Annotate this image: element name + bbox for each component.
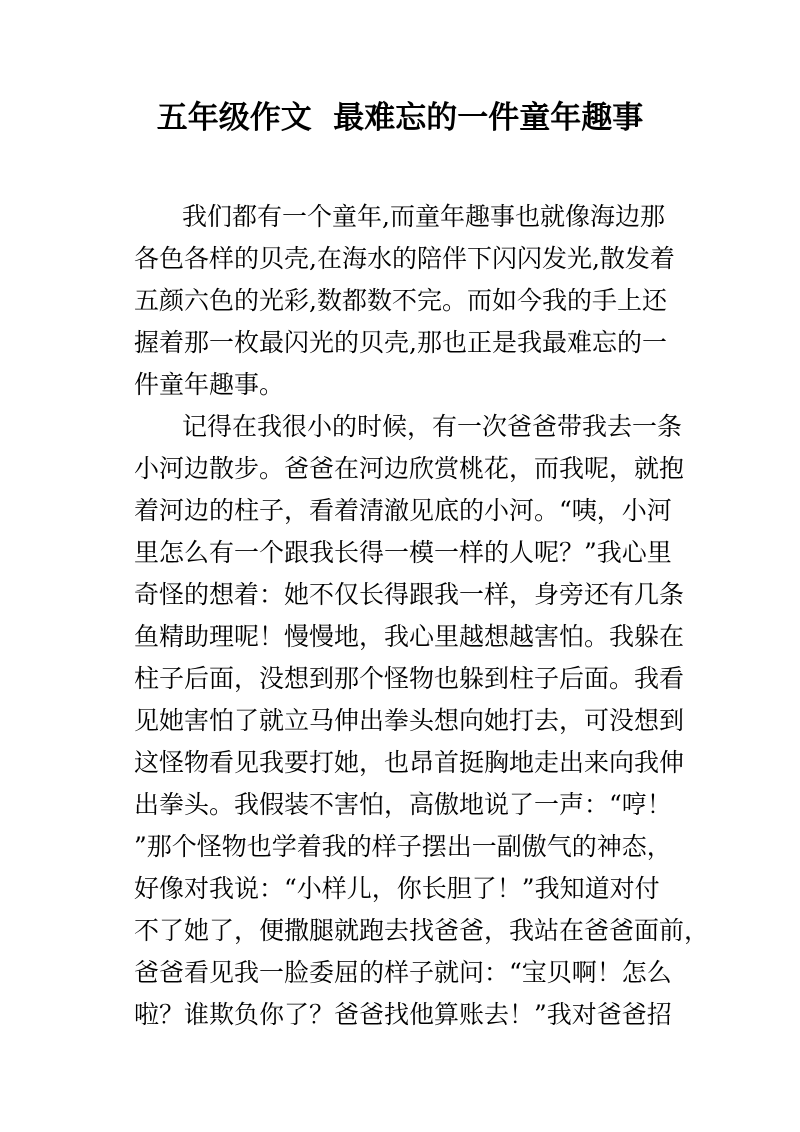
paragraph-1-line-2: 各色各样的贝壳,在海水的陪伴下闪闪发光,散发着 (134, 244, 675, 273)
paragraph-2-line-6: 鱼精助理呢！慢慢地，我心里越想越害怕。我躲在 (134, 622, 685, 651)
paragraph-2-line-10: 出拳头。我假装不害怕，高傲地说了一声：“哼！ (134, 790, 672, 819)
paragraph-1-line-3: 五颜六色的光彩,数都数不完。而如今我的手上还 (134, 286, 667, 315)
paragraph-1-line-4: 握着那一枚最闪光的贝壳,那也正是我最难忘的一 (134, 328, 667, 357)
paragraph-1-line-5: 件童年趣事。 (134, 370, 285, 399)
paragraph-1-line-1: 我们都有一个童年,而童年趣事也就像海边那 (182, 202, 665, 231)
paragraph-2-line-7: 柱子后面，没想到那个怪物也躲到柱子后面。我看 (134, 664, 685, 693)
paragraph-2-line-3: 着河边的柱子，看着清澈见底的小河。“咦，小河 (134, 496, 672, 525)
paragraph-2-line-1: 记得在我很小的时候，有一次爸爸带我去一条 (182, 412, 683, 441)
paragraph-2-line-2: 小河边散步。爸爸在河边欣赏桃花，而我呢，就抱 (134, 454, 685, 483)
paragraph-2-line-14: 爸爸看见我一脸委屈的样子就问：“宝贝啊！怎么 (134, 958, 672, 987)
paragraph-2-line-9: 这怪物看见我要打她，也昂首挺胸地走出来向我伸 (134, 748, 685, 777)
paragraph-2-line-15: 啦？谁欺负你了？爸爸找他算账去！”我对爸爸招 (134, 1000, 672, 1029)
paragraph-2-line-12: 好像对我说：“小样儿，你长胆了！”我知道对付 (134, 874, 660, 903)
paragraph-2-line-4: 里怎么有一个跟我长得一模一样的人呢？”我心里 (134, 538, 672, 567)
document-title: 五年级作文 最难忘的一件童年趣事 (156, 100, 644, 136)
paragraph-2-line-13: 不了她了，便撒腿就跑去找爸爸，我站在爸爸面前， (134, 916, 710, 945)
paragraph-2-line-8: 见她害怕了就立马伸出拳头想向她打去，可没想到 (134, 706, 685, 735)
paragraph-2-line-5: 奇怪的想着：她不仅长得跟我一样，身旁还有几条 (134, 580, 685, 609)
paragraph-2-line-11: ”那个怪物也学着我的样子摆出一副傲气的神态， (134, 832, 672, 861)
